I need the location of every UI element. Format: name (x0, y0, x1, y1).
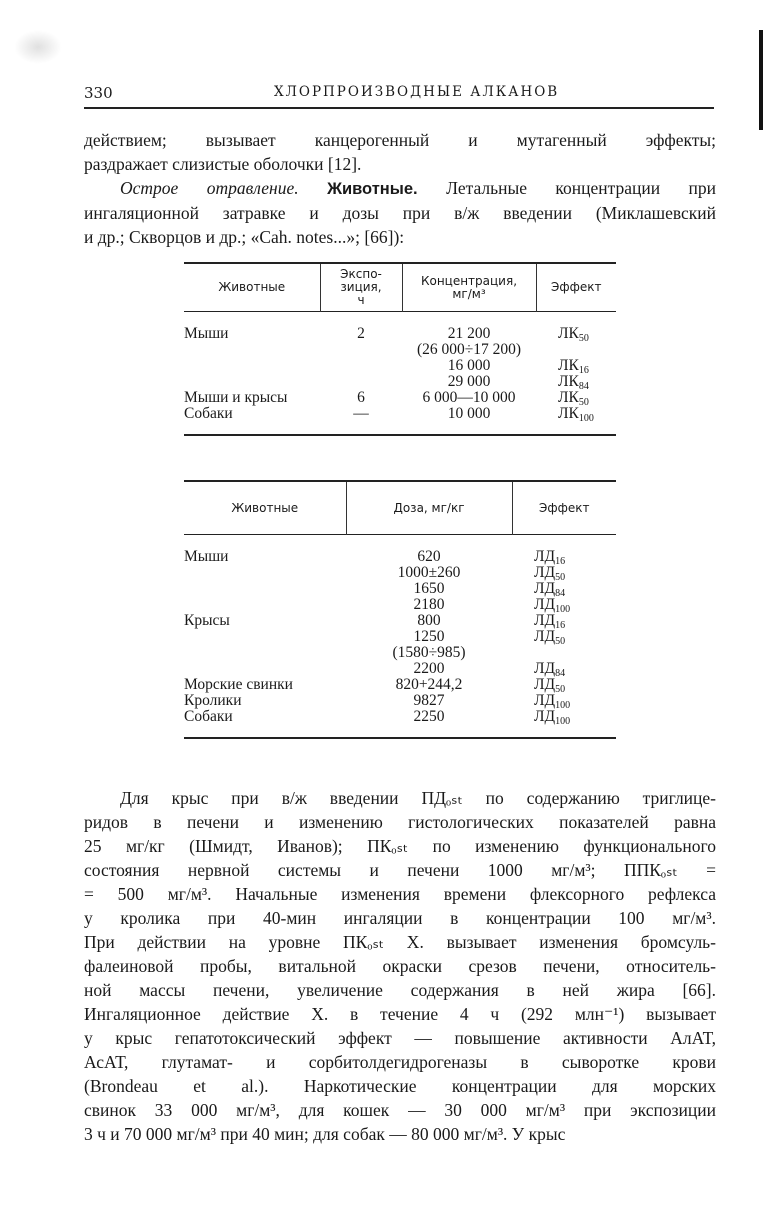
effect-subscript: 50 (555, 636, 566, 647)
text-line: у крыс гепатотоксический эффект — повышение активности АлАТ, (84, 1028, 716, 1048)
text-line: и др.; Скворцов и др.; «Cah. notes...»; [66]): (84, 227, 405, 247)
text-line: Ингаляционное действие Х. в течение 4 ч (292 млн⁻¹) вызывает (84, 1004, 716, 1024)
concentration-cell: 16 000 (447, 357, 491, 374)
effect-subscript: 100 (555, 700, 571, 711)
effect-subscript: 16 (555, 556, 566, 567)
animal-cell (184, 645, 346, 661)
text-line: ной массы печени, увеличение содержания в ней жира [66]. (84, 980, 716, 1000)
header-exposure: Экспо- зиция, ч (320, 263, 402, 312)
effect-cell (512, 565, 616, 581)
effect-label: ЛД (534, 564, 556, 581)
dose-cell: 800 (417, 612, 441, 629)
table-row (184, 629, 616, 645)
table-header-row (184, 481, 616, 535)
effect-cell (512, 693, 616, 709)
effect-label: ЛК (558, 405, 579, 422)
effect-subscript: 16 (555, 620, 566, 631)
animal-cell (184, 565, 346, 581)
text-line: 3 ч и 70 000 мг/м³ при 40 мин; для собак — 80 000 мг/м³. У крыс (84, 1124, 566, 1144)
effect-cell (512, 597, 616, 613)
page-edge-mark (759, 30, 763, 130)
text-line: раздражает слизистые оболочки [12]. (84, 154, 362, 174)
table-row (184, 358, 616, 374)
table-row (184, 597, 616, 613)
table-row (184, 581, 616, 597)
header-dose: Доза, мг/кг (346, 481, 512, 535)
exposure-cell: 6 (357, 389, 365, 406)
effect-cell (512, 677, 616, 693)
effect-label: ЛД (534, 596, 556, 613)
text-fragment: Летальные концентрации при (446, 178, 717, 198)
animal-cell: Кролики (184, 692, 242, 709)
effect-cell (536, 390, 616, 406)
effect-subscript: 84 (578, 381, 589, 392)
text-line: При действии на уровне ПКₒₛₜ Х. вызывает изменения бромсуль- (84, 932, 716, 952)
header-concentration: Концентрация, мг/м³ (402, 263, 536, 312)
table-row (184, 661, 616, 677)
header-effect: Эффект (512, 481, 616, 535)
table-row (184, 693, 616, 709)
acute-paragraph (84, 176, 716, 249)
lethal-concentration-table (184, 262, 616, 436)
dose-cell: 2180 (413, 596, 445, 613)
spacer-row (184, 422, 616, 435)
animal-cell: Мыши (184, 325, 229, 342)
effect-subscript: 84 (555, 668, 566, 679)
exposure-cell (320, 342, 402, 358)
effect-label: ЛД (534, 580, 556, 597)
animal-cell (184, 581, 346, 597)
text-line: свинок 33 000 мг/м³, для кошек — 30 000 мг/м³ при экспозиции (84, 1100, 716, 1120)
effect-cell (512, 613, 616, 629)
effect-label: ЛК (558, 325, 579, 342)
spacer-row (184, 535, 616, 550)
concentration-cell: 6 000—10 000 (422, 389, 516, 406)
effect-label: ЛК (558, 389, 579, 406)
dose-cell: 1250 (413, 628, 445, 645)
effect-subscript: 50 (578, 333, 589, 344)
effect-subscript: 100 (578, 413, 594, 424)
dose-cell: 1650 (413, 580, 445, 597)
animal-cell: Собаки (184, 405, 233, 422)
running-head (84, 84, 714, 106)
effect-cell (512, 661, 616, 677)
text-line: Для крыс при в/ж введении ПДₒₛₜ по содержанию триглице- (120, 788, 716, 808)
effect-subscript: 16 (578, 365, 589, 376)
effect-subscript: 50 (578, 397, 589, 408)
bold-heading: Животные. (327, 180, 418, 198)
animal-cell: Мыши (184, 548, 229, 565)
animal-cell (184, 358, 320, 374)
effect-label: ЛД (534, 660, 556, 677)
spacer-row (184, 725, 616, 738)
dose-cell: 820+244,2 (395, 676, 463, 693)
animal-cell (184, 342, 320, 358)
table-row (184, 709, 616, 725)
running-title: ХЛОРПРОИЗВОДНЫЕ АЛКАНОВ (274, 84, 560, 100)
exposure-cell (320, 358, 402, 374)
effect-label: ЛД (534, 628, 556, 645)
concentration-cell: 10 000 (447, 405, 491, 422)
lethal-dose-table (184, 480, 616, 739)
effect-cell (536, 406, 616, 422)
table-row (184, 645, 616, 661)
header-animals: Животные (218, 280, 286, 294)
effect-subscript: 100 (555, 716, 571, 727)
table-row (184, 549, 616, 565)
effect-cell (536, 374, 616, 390)
table-header-row (184, 263, 616, 312)
text-line (84, 176, 716, 201)
text-line: действием; вызывает канцерогенный и мутагенный эффекты; (84, 130, 716, 150)
table-row (184, 342, 616, 358)
table-row (184, 326, 616, 342)
table-row (184, 613, 616, 629)
header-rule (84, 107, 714, 109)
concentration-cell: (26 000÷17 200) (416, 341, 522, 358)
table-row (184, 390, 616, 406)
effect-subscript: 50 (555, 572, 566, 583)
text-line: = 500 мг/м³. Начальные изменения времени флексорного рефлекса (84, 884, 716, 904)
effect-label: ЛД (534, 708, 556, 725)
animal-cell: Мыши и крысы (184, 389, 288, 406)
table-row (184, 677, 616, 693)
effect-cell (512, 709, 616, 725)
animal-cell: Крысы (184, 612, 230, 629)
spacer-row (184, 312, 616, 327)
text-line: фалеиновой пробы, витальной окраски срезов печени, относитель- (84, 956, 716, 976)
effect-cell (512, 581, 616, 597)
text-line: ингаляционной затравке и дозы при в/ж введении (Миклашевский (84, 203, 716, 223)
table-row (184, 565, 616, 581)
dose-cell: 620 (417, 548, 441, 565)
text-line: ридов в печени и изменению гистологических показателей равна (84, 812, 716, 832)
dose-cell: 2200 (413, 660, 445, 677)
dose-cell: 2250 (413, 708, 445, 725)
effect-label: ЛК (558, 357, 579, 374)
concentration-cell: 29 000 (447, 373, 491, 390)
effect-label: ЛД (534, 548, 556, 565)
animal-cell (184, 661, 346, 677)
dose-cell: 1000±260 (397, 564, 461, 581)
text-line: у кролика при 40-мин ингаляции в концентрации 100 мг/м³. (84, 908, 716, 928)
effect-cell (512, 549, 616, 565)
concentration-cell: 21 200 (447, 325, 491, 342)
text-line: состояния нервной системы и печени 1000 мг/м³; ППКₒₛₜ = (84, 860, 716, 880)
effect-label: ЛД (534, 692, 556, 709)
text-line: 25 мг/кг (Шмидт, Иванов); ПКₒₛₜ по изменению функционального (84, 836, 716, 856)
header-animals: Животные (231, 500, 299, 515)
text-line: АсАТ, глутамат- и сорбитолдегидрогеназы в сыворотке крови (84, 1052, 716, 1072)
animal-cell: Морские свинки (184, 676, 293, 693)
animal-cell (184, 374, 320, 390)
page-number: 330 (84, 84, 113, 102)
table-row (184, 406, 616, 422)
animal-cell (184, 629, 346, 645)
effect-cell (512, 629, 616, 645)
effect-cell (536, 326, 616, 342)
effect-label: ЛД (534, 612, 556, 629)
effect-label: ЛД (534, 676, 556, 693)
dose-cell: 9827 (413, 692, 445, 709)
text-line: (Brondeau et al.). Наркотические концентрации для морских (84, 1076, 716, 1096)
effect-cell (512, 645, 616, 661)
body-paragraph (84, 786, 716, 1146)
table-row (184, 374, 616, 390)
effect-subscript: 100 (555, 604, 571, 615)
animal-cell: Собаки (184, 708, 233, 725)
exposure-cell: 2 (357, 325, 365, 342)
intro-paragraph (84, 128, 716, 176)
effect-subscript: 84 (555, 588, 566, 599)
exposure-cell (320, 374, 402, 390)
dose-cell: (1580÷985) (392, 644, 466, 661)
scan-smudge (14, 30, 62, 64)
exposure-cell: — (353, 405, 369, 422)
animal-cell (184, 597, 346, 613)
effect-cell (536, 358, 616, 374)
effect-subscript: 50 (555, 684, 566, 695)
effect-cell (536, 342, 616, 358)
effect-label: ЛК (558, 373, 579, 390)
header-effect: Эффект (536, 263, 616, 312)
italic-heading: Острое отравление. (120, 178, 299, 198)
